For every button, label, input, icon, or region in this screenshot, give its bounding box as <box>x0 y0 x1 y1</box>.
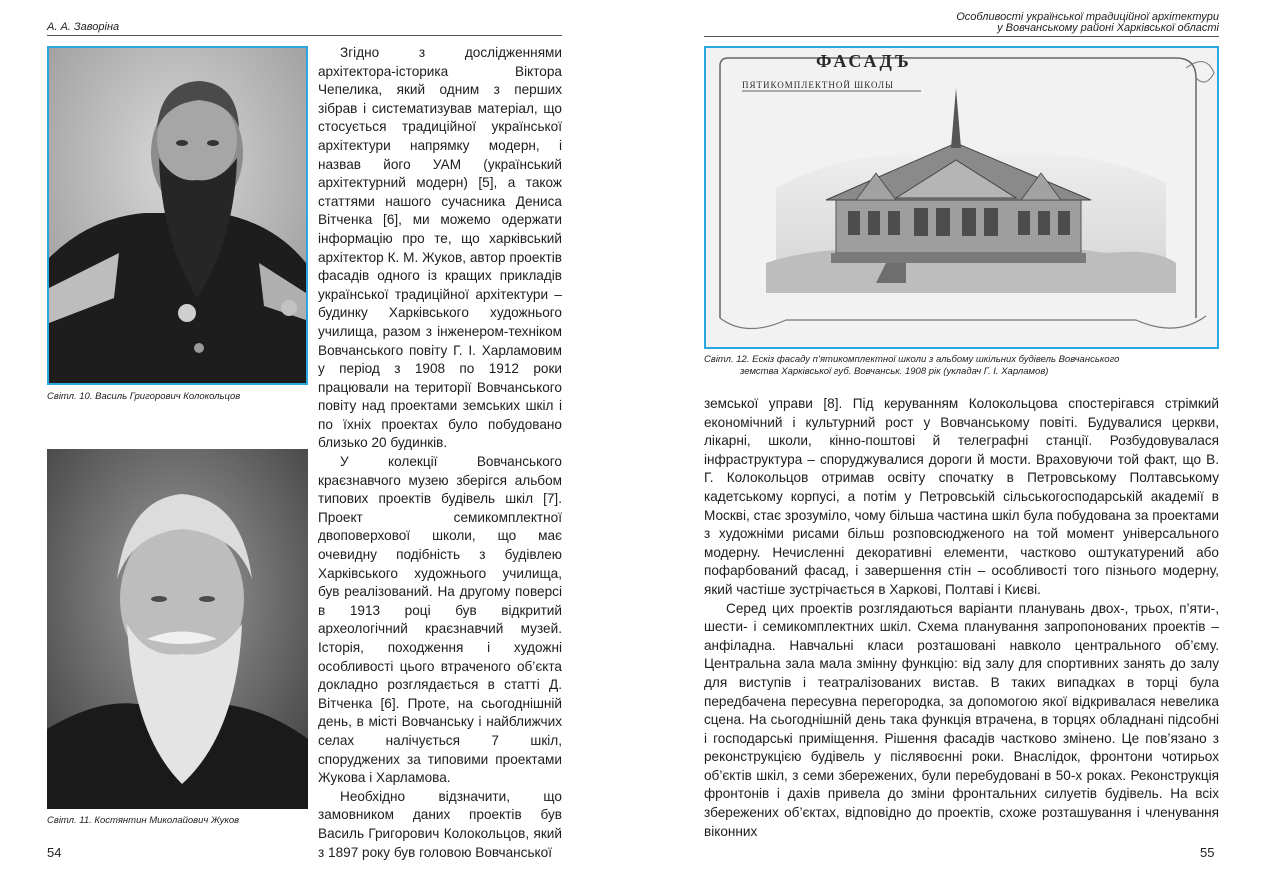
right-running-head-line2: у Вовчанському районі Харківської області <box>997 22 1219 34</box>
figure10-caption: Світл. 10. Василь Григорович Колокольцов <box>47 391 241 402</box>
left-body-column <box>318 44 562 862</box>
drawing-subtitle: ПЯТИКОМПЛЕКТНОЙ ШКОЛЫ <box>742 80 894 90</box>
figure10-frame <box>47 46 308 385</box>
left-running-head: А. А. Заворіна <box>47 21 120 33</box>
left-paragraph-2: У колекції Вовчанського краєзнавчого музею зберігся альбом типових проектів будівель шкіл [7]. Проект семикомплектної двоповерхової школи, що має очевидну подібність з будівлею Харківського художнього училища, був реалізований. На другому поверсі в 1913 році був відкритий археологічний краєзнавчий музей. Історія, походження і художні особливості цього втраченого об’єкта докладно розглядається в статті Д. Вітченка [6]. Проте, на сьогоднішній день, в місті Вовчанську і найближчих селах налічується 7 шкіл, споруджених за типовими проектами Жукова і Харламова. <box>318 454 562 786</box>
portrait-kolokoltsov <box>49 48 306 383</box>
portrait-zhukov <box>47 449 308 809</box>
right-page-number: 55 <box>1200 845 1215 860</box>
right-paragraph-1: земської управи [8]. Під керуванням Колокольцова спостерігався стрімкий економічний і культурний рост у Вовчанському повіті. Будувалися церкви, лікарні, школи, кінно-поштові й телеграфні станції. Розбудовувалася інфраструктура – споруджувалися дороги й мости. Враховуючи той факт, що В. Г. Колокольцов отримав освіту спочатку в Петровському Полтавському кадетському корпусі, а потім у Петровській сільськогосподарській академії в Москві, стає зрозуміло, чому більша частина шкіл була побудована за проектами з художніми рисами більш розповсюдженого на той момент універсального модерну. Нечисленні декоративні елементи, частково оштукатурений або пофарбований фасад, і завершення стін – особливості того пізнього модерну, який частіше зустрічається в Харкові, Полтаві і Києві. <box>704 396 1219 597</box>
figure12-caption-line1: Світл. 12. Ескіз фасаду п’ятикомплектної школи з альбому шкільних будівель Вовчанського <box>704 354 1120 365</box>
left-page-number: 54 <box>47 845 62 860</box>
right-body-column <box>704 395 1219 841</box>
left-paragraph-3: Необхідно відзначити, що замовником даних проектів був Василь Григорович Колокольцов, який з 1897 року був головою Вовчанської <box>318 788 562 860</box>
right-header-rule <box>704 36 1219 37</box>
figure11-photo <box>47 449 308 809</box>
school-facade-drawing <box>706 48 1217 347</box>
drawing-title: ФАСАДЪ <box>816 51 912 71</box>
right-paragraph-2: Серед цих проектів розглядаються варіанти планувань двох-, трьох, п’яти-, шести- і семикомплектних шкіл. Схема планування запропонованих проектів – анфіладна. Навчальні класи розташовані навколо центрального об’єму. Центральна зала мала змінну функцію: від залу для спортивних занять до залу для виступів і театралізованих вистав. В таких випадках в торці була передбачена пересувна перегородка, за допомогою якої відкривалася невелика сцена. На сьогоднішній день така функція втрачена, в торцях обладнані підсобні і господарські приміщення. Рішення фасадів частково змінено. Це пов’язано з реконструкцією будівель у післявоєнні роки. Внаслідок, фронтони чотирьох об’єктів шкіл, з семи збережених, були перебудовані в 50-х роках. Реконструкція фронтонів і дахів привела до зміни фронтальних силуетів будівель. На всіх збережених об’єктах, відповідно до проектів, схоже розташування і членування віконних <box>704 600 1219 839</box>
figure12-caption-line2: земства Харківської губ. Вовчанськ. 1908 рік (укладач Г. І. Харламов) <box>740 366 1049 377</box>
left-header-rule <box>47 35 562 36</box>
left-paragraph-1: Згідно з дослідженнями архітектора-історика Віктора Чепелика, який одним з перших зібрав і систематизував матеріал, що стосується традиційної української архітектури напрямку модерн, і назвав його УАМ (український архітектурний модерн) [5], а також статтями нашого сучасника Дениса Вітченка [6], ми можемо одержати інформацію про те, що харківський архітектор К. М. Жуков, автор проектів фасадів одного із кращих прикладів української традиційної архітектури – будинку Харківського художнього училища, разом з інженером-техніком Вовчанського повіту Г. І. Харламовим у період з 1908 по 1912 роки працювали на території Вовчанського повіту над проектами земських шкіл і по їхніх проектах було побудовано близько 20 будинків. <box>318 45 562 451</box>
figure11-caption: Світл. 11. Костянтин Миколайович Жуков <box>47 815 240 826</box>
right-running-head-line1: Особливості української традиційної архітектури <box>956 11 1219 23</box>
figure12-frame <box>704 46 1219 349</box>
